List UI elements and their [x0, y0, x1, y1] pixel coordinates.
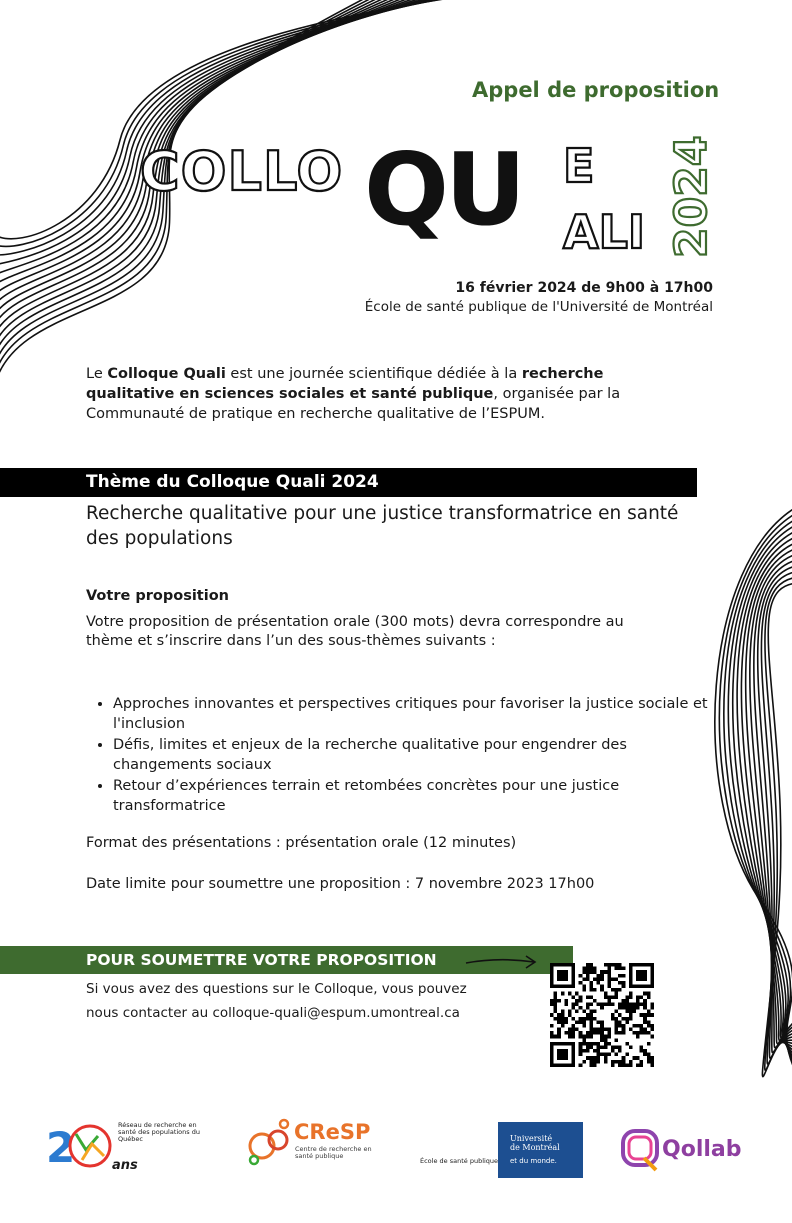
cresp-name: CReSP: [294, 1120, 371, 1144]
submission-deadline: Date limite pour soumettre une proposition : 7 novembre 2023 17h00: [86, 876, 595, 892]
rrsp-name: Réseau de recherche en santé des populations du Québec: [118, 1121, 200, 1143]
proposal-text: Votre proposition de présentation orale (300 mots) devra correspondre au thème et s’inscrire dans l’un des sous-thèmes suivants :: [86, 614, 624, 649]
espum-name: École de santé publique: [420, 1157, 499, 1165]
intro-paragraph: Le Colloque Quali est une journée scientifique dédiée à la recherche qualitative en sciences sociales et santé publique, organisée par la Communauté de pratique en recherche qualitative de l’ESPUM.: [86, 366, 621, 422]
subtheme-list: [86, 694, 713, 817]
event-location: École de santé publique de l'Université de Montréal: [364, 299, 713, 315]
rrsp-20-years-logo: [46, 1118, 206, 1178]
espum-udem-logo: [420, 1122, 590, 1180]
cresp-subtitle: Centre de recherche en santé publique: [295, 1145, 372, 1160]
qollab-name: Qollab: [662, 1137, 742, 1162]
contact-line-1: Si vous avez des questions sur le Colloque, vous pouvez: [86, 981, 467, 997]
contact-info: [86, 977, 536, 1025]
qollab-logo: [620, 1128, 745, 1174]
arrow-right-icon: [464, 951, 540, 973]
presentation-format: Format des présentations : présentation orale (12 minutes): [86, 835, 517, 851]
udem-line-1: Université: [510, 1134, 553, 1143]
rrsp-20-emblem: [46, 1118, 116, 1174]
theme-text: Recherche qualitative pour une justice transformatrice en santé des populations: [86, 503, 679, 549]
cresp-emblem: [244, 1116, 296, 1170]
qollab-emblem: [620, 1128, 662, 1172]
logo-ali: ALI: [563, 205, 646, 259]
svg-text:2: 2: [46, 1123, 76, 1172]
logo-qu: QU: [364, 131, 523, 248]
logo-e: E: [563, 139, 595, 193]
theme-heading: Thème du Colloque Quali 2024: [86, 472, 379, 492]
call-for-proposals-kicker: Appel de proposition: [472, 78, 720, 102]
contact-email[interactable]: nous contacter au colloque-quali@espum.umontreal.ca: [86, 1005, 460, 1021]
colloque-quali-logotype: [138, 120, 718, 270]
rrsp-ans: ans: [112, 1158, 138, 1173]
event-date: 16 février 2024 de 9h00 à 17h00: [455, 280, 713, 296]
list-item: • Approches innovantes et perspectives critiques pour favoriser la justice sociale et l'inclusion: [113, 694, 713, 734]
logo-collo: COLLO: [140, 140, 344, 203]
logo-year: 2024: [666, 135, 717, 258]
list-item: • Défis, limites et enjeux de la recherche qualitative pour engendrer des changements sociaux: [113, 735, 713, 775]
udem-badge: [498, 1122, 583, 1178]
qr-code[interactable]: [549, 963, 655, 1067]
udem-line-3: et du monde.: [510, 1157, 557, 1165]
proposal-heading: Votre proposition: [86, 588, 229, 604]
list-item: • Retour d’expériences terrain et retombées concrètes pour une justice transformatrice: [113, 776, 713, 816]
submit-label[interactable]: POUR SOUMETTRE VOTRE PROPOSITION: [86, 951, 437, 969]
cresp-logo: [244, 1116, 374, 1172]
udem-line-2: de Montréal: [510, 1143, 560, 1152]
theme-heading-bar: [0, 468, 697, 497]
